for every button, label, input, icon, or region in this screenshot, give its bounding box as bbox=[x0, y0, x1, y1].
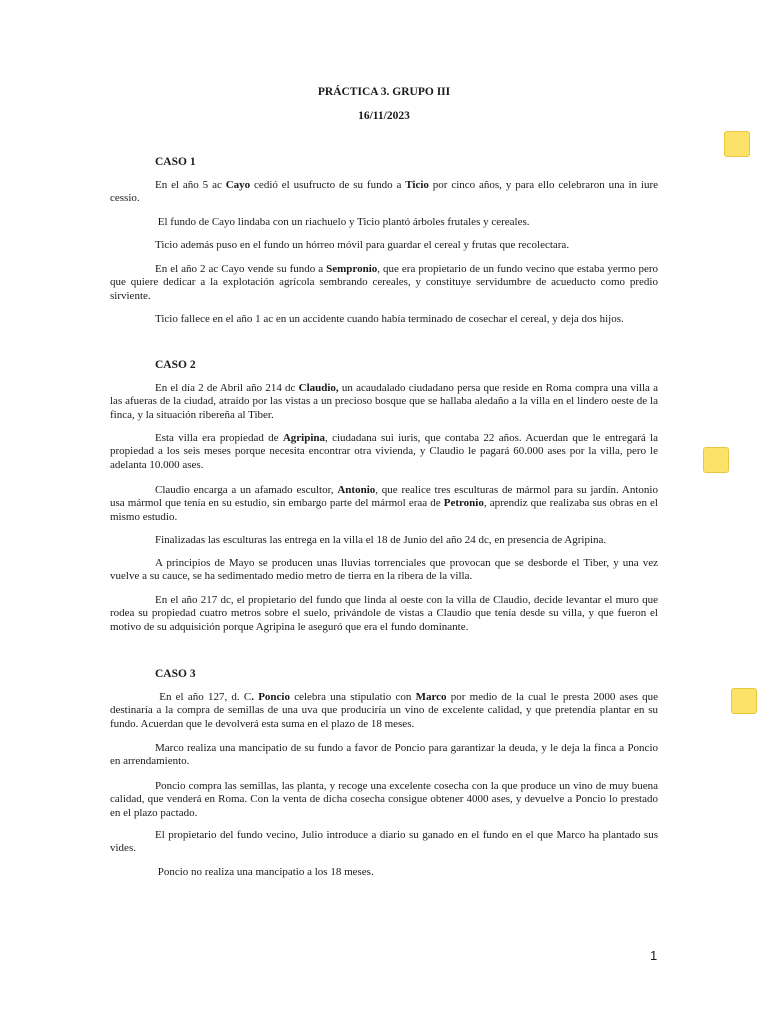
caso3-heading: CASO 3 bbox=[155, 668, 196, 680]
caso2-heading: CASO 2 bbox=[155, 359, 196, 371]
caso1-paragraph bbox=[110, 216, 658, 229]
bold-name: Marco bbox=[415, 691, 447, 703]
text-run: En el año 2 ac Cayo vende su fundo a bbox=[155, 263, 327, 275]
caso2-paragraph bbox=[110, 382, 658, 422]
caso2-paragraph bbox=[110, 484, 658, 524]
caso1-paragraph bbox=[110, 263, 658, 303]
caso3-paragraph bbox=[110, 742, 658, 769]
caso1-paragraph bbox=[110, 313, 658, 326]
text-run: El fundo de Cayo lindaba con un riachuelo y Ticio plantó árboles frutales y cereales. bbox=[155, 216, 530, 228]
sticky-note-icon[interactable] bbox=[731, 688, 757, 714]
text-run: por medio de la cual le presta 2000 ases que destinaría a la compra de semillas de una uva que produciría un vino de excelente calidad, y que pretendía plantar en su fundo. Acuerdan que le devolverá esta suma en el plazo de 18 meses. bbox=[110, 691, 658, 730]
bold-name: Sempronio bbox=[326, 263, 378, 275]
caso3-paragraph bbox=[110, 691, 658, 731]
text-run: por cinco años, y para ello celebraron una in iure cessio. bbox=[110, 179, 658, 205]
bold-name: Antonio bbox=[337, 484, 376, 496]
caso2-paragraph bbox=[110, 594, 658, 634]
text-run: , aprendiz que realizaba sus obras en el mismo estudio. bbox=[110, 497, 658, 523]
bold-name: Cayo bbox=[225, 179, 251, 191]
text-run: En el día 2 de Abril año 214 dc bbox=[155, 382, 299, 394]
text-run: Finalizadas las esculturas las entrega en la villa el 18 de Junio del año 24 dc, en presencia de Agripina. bbox=[155, 534, 607, 546]
bold-name: Petronio bbox=[443, 497, 484, 510]
text-run: Poncio compra las semillas, las planta, y recoge una excelente cosecha con la que produce un vino de muy buena calidad, que venderá en Roma. Con la venta de dicha cosecha consigue obtener 4000 ases, y devuelve a Poncio lo prestado en el plazo pactado. bbox=[110, 780, 658, 819]
text-run: un acaudalado ciudadano persa que reside en Roma compra una villa a las afueras de la ciudad, atraído por las vistas a un precioso bosque que se hallaba aledaño a la villa en el lindero oeste de la finca, y la situación ribereña al Tiber. bbox=[110, 382, 659, 421]
document-title: PRÁCTICA 3. GRUPO III bbox=[317, 86, 451, 98]
text-run: Ticio fallece en el año 1 ac en un accidente cuando había terminado de cosechar el cereal, y deja dos hijos. bbox=[155, 313, 624, 325]
caso1-paragraph bbox=[110, 239, 658, 252]
caso1-paragraph bbox=[110, 179, 658, 206]
caso3-paragraph bbox=[110, 780, 658, 820]
bold-name: Claudio, bbox=[298, 382, 339, 394]
caso1-heading: CASO 1 bbox=[155, 156, 196, 168]
text-run: El propietario del fundo vecino, Julio introduce a diario su ganado en el fundo en el que Marco ha plantado sus vides. bbox=[110, 829, 658, 855]
text-run: Marco realiza una mancipatio de su fundo a favor de Poncio para garantizar la deuda, y le deja la finca a Poncio en arrendamiento. bbox=[110, 742, 658, 768]
text-run: Ticio además puso en el fundo un hórreo móvil para guardar el cereal y frutas que recolectara. bbox=[155, 239, 570, 251]
text-run: En el año 127, d. C bbox=[155, 691, 252, 703]
text-run: , ciudadana sui iuris, que contaba 22 años. Acuerdan que le entregará la propiedad a los seis meses porque necesita encontrar otra vivienda, y Claudio le pagará 60.000 ases por la villa, pero le adelanta 10.000 ases. bbox=[110, 432, 658, 471]
bold-name: . Poncio bbox=[251, 691, 290, 703]
text-run: celebra una stipulatio con bbox=[289, 691, 416, 703]
document-date: 16/11/2023 bbox=[358, 110, 410, 122]
caso3-paragraph bbox=[110, 866, 658, 879]
caso3-paragraph bbox=[110, 829, 658, 856]
text-run: Esta villa era propiedad de bbox=[155, 432, 283, 444]
text-run: A principios de Mayo se producen unas lluvias torrenciales que provocan que se desborde el Tiber, y una vez vuelve a su cauce, se ha sedimentado medio metro de tierra en la ribera de la villa. bbox=[110, 557, 658, 583]
text-run: En el año 5 ac bbox=[155, 179, 226, 191]
caso2-paragraph bbox=[110, 534, 658, 547]
text-run: Claudio encarga a un afamado escultor, bbox=[155, 484, 338, 496]
text-run: cedió el usufructo de su fundo a bbox=[250, 179, 406, 191]
caso2-paragraph bbox=[110, 557, 658, 584]
text-run: , que era propietario de un fundo vecino que estaba yermo pero que quiere dedicar a la explotación agrícola sembrando cereales, y constituye servidumbre de acueducto como predio sirviente. bbox=[110, 263, 658, 302]
text-run: , que realice tres esculturas de mármol para su jardín. Antonio usa mármol que tenía en su estudio, sin embargo parte del mármol eraa de bbox=[110, 484, 658, 510]
sticky-note-icon[interactable] bbox=[703, 447, 729, 473]
text-run: En el año 217 dc, el propietario del fundo que linda al oeste con la villa de Claudio, decide levantar el muro que rodea su propiedad cuatro metros sobre el suelo, privándole de vistas a Claudio que tenía desde su villa, y que fueron el motivo de su adquisición porque Agripina le aseguró que era el fundo dominante. bbox=[110, 594, 658, 633]
caso2-paragraph bbox=[110, 432, 658, 472]
sticky-note-icon[interactable] bbox=[724, 131, 750, 157]
page-number: 1 bbox=[650, 948, 658, 963]
bold-name: Ticio bbox=[405, 179, 429, 191]
text-run: Poncio no realiza una mancipatio a los 18 meses. bbox=[155, 866, 374, 878]
bold-name: Agripina bbox=[282, 432, 326, 444]
